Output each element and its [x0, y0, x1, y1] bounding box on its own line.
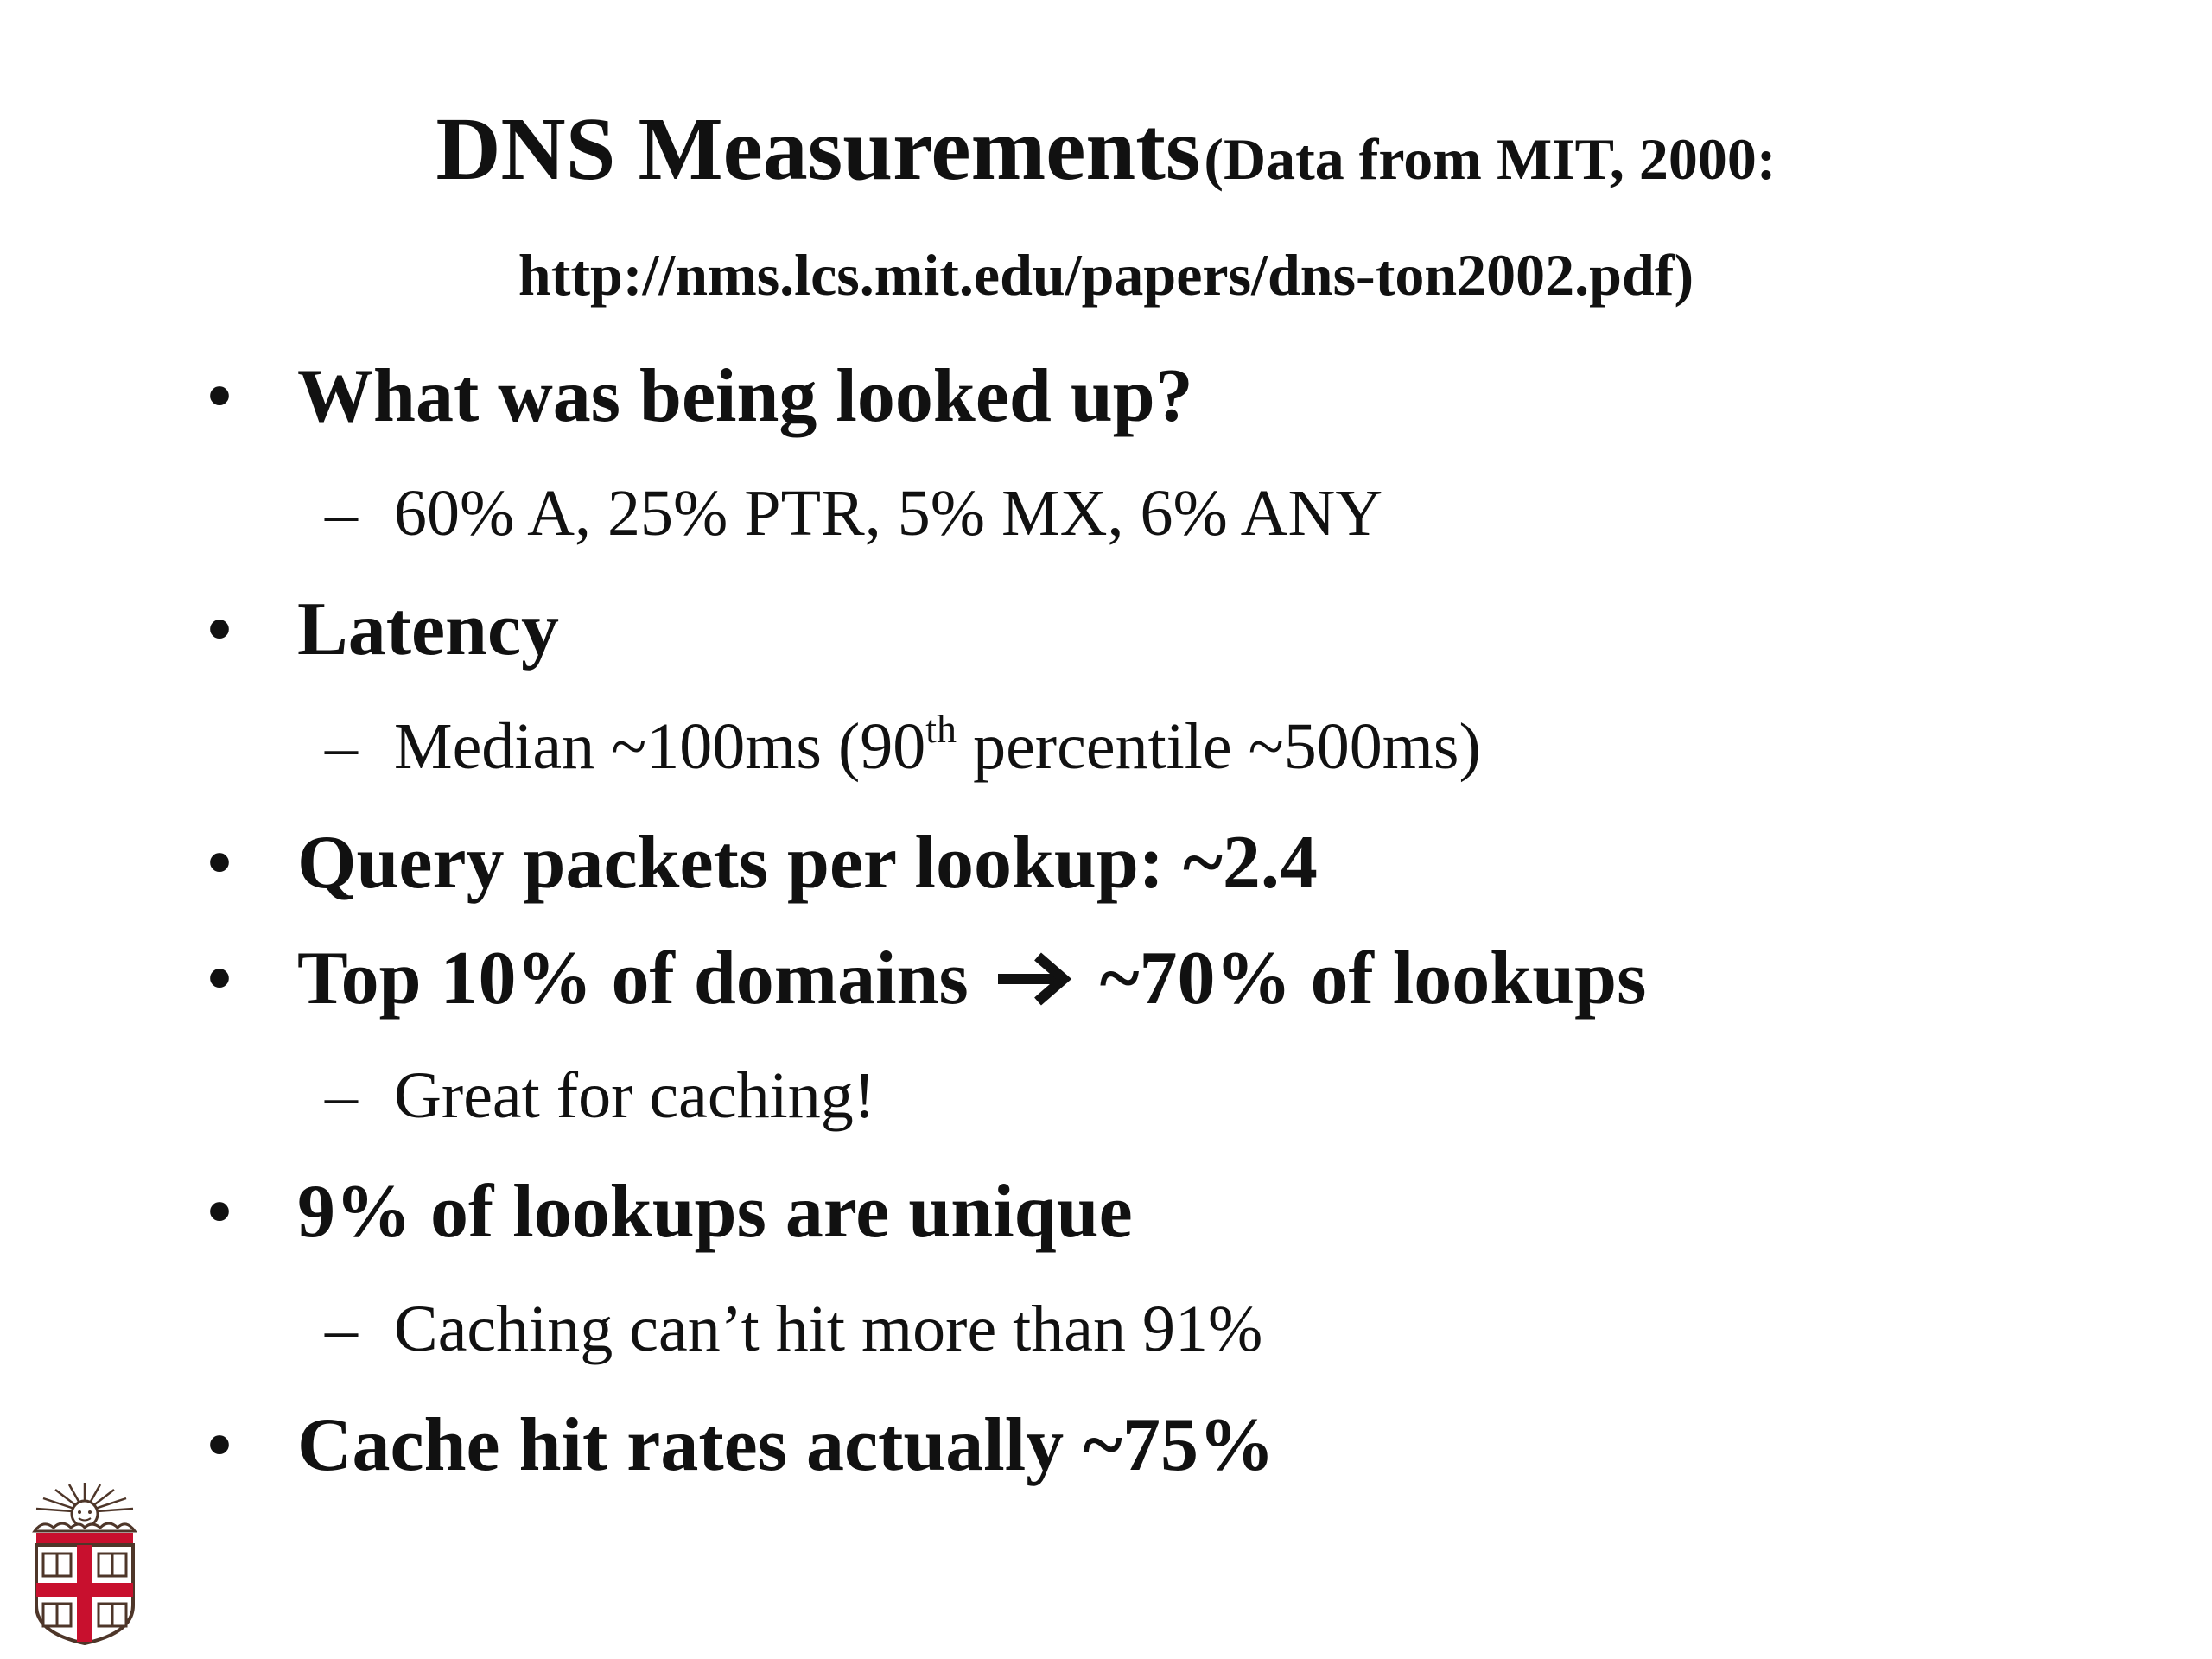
dash-glyph: –	[325, 477, 358, 550]
title-line-1	[0, 93, 2212, 232]
sub-text-superscript: th	[925, 707, 957, 751]
sub-text: Great for caching!	[394, 1059, 876, 1132]
sub-text: 60% A, 25% PTR, 5% MX, 6% ANY	[394, 477, 1383, 550]
bullet-text: 9% of lookups are unique	[297, 1170, 1133, 1254]
bullet-text: Latency	[297, 588, 560, 671]
right-arrow-icon	[995, 951, 1074, 1007]
title-source-url: http://nms.lcs.mit.edu/papers/dns-ton2002.pdf)	[518, 242, 1694, 308]
sub-text: Caching can’t hit more than 91%	[394, 1293, 1263, 1365]
bullet-item-unique-lookups	[207, 1154, 2108, 1388]
bullet-item-query-packets	[207, 805, 2108, 921]
bullet-list	[207, 339, 2108, 1503]
bullet-item-latency	[207, 572, 2108, 805]
sub-text-after: percentile ~500ms)	[957, 710, 1481, 783]
bullet-glyph: •	[207, 825, 232, 901]
bullet-text-after-arrow: ~70% of lookups	[1099, 937, 1647, 1020]
bullet-text: Query packets per lookup: ~2.4	[297, 821, 1318, 905]
title-source: (Data from MIT, 2000:	[1204, 126, 1777, 192]
bullet-glyph: •	[207, 1408, 232, 1484]
bullet-glyph: •	[207, 941, 232, 1017]
bullet-item-top-domains	[207, 921, 2108, 1154]
bullet-text-before-arrow: Top 10% of domains	[297, 937, 969, 1020]
bullet-item-cache-hit-rates	[207, 1388, 2108, 1503]
sub-item-latency	[207, 688, 2108, 805]
sub-item-caching	[207, 1037, 2108, 1154]
dash-glyph: –	[325, 1059, 358, 1132]
title-main: DNS Measurements	[435, 99, 1201, 199]
dash-glyph: –	[325, 710, 358, 783]
bullet-text: Cache hit rates actually ~75%	[297, 1403, 1274, 1487]
dash-glyph: –	[325, 1293, 358, 1365]
sub-text-before: Median ~100ms (90	[394, 710, 926, 783]
sub-item-record-types	[207, 454, 2108, 572]
bullet-text: What was being looked up?	[297, 354, 1193, 438]
bullet-glyph: •	[207, 359, 232, 435]
bullet-glyph: •	[207, 592, 232, 668]
slide-title	[0, 93, 2212, 318]
bullet-item-lookups	[207, 339, 2108, 572]
university-shield-logo	[31, 1481, 138, 1645]
sub-item-caching-limit	[207, 1270, 2108, 1388]
bullet-glyph: •	[207, 1174, 232, 1250]
